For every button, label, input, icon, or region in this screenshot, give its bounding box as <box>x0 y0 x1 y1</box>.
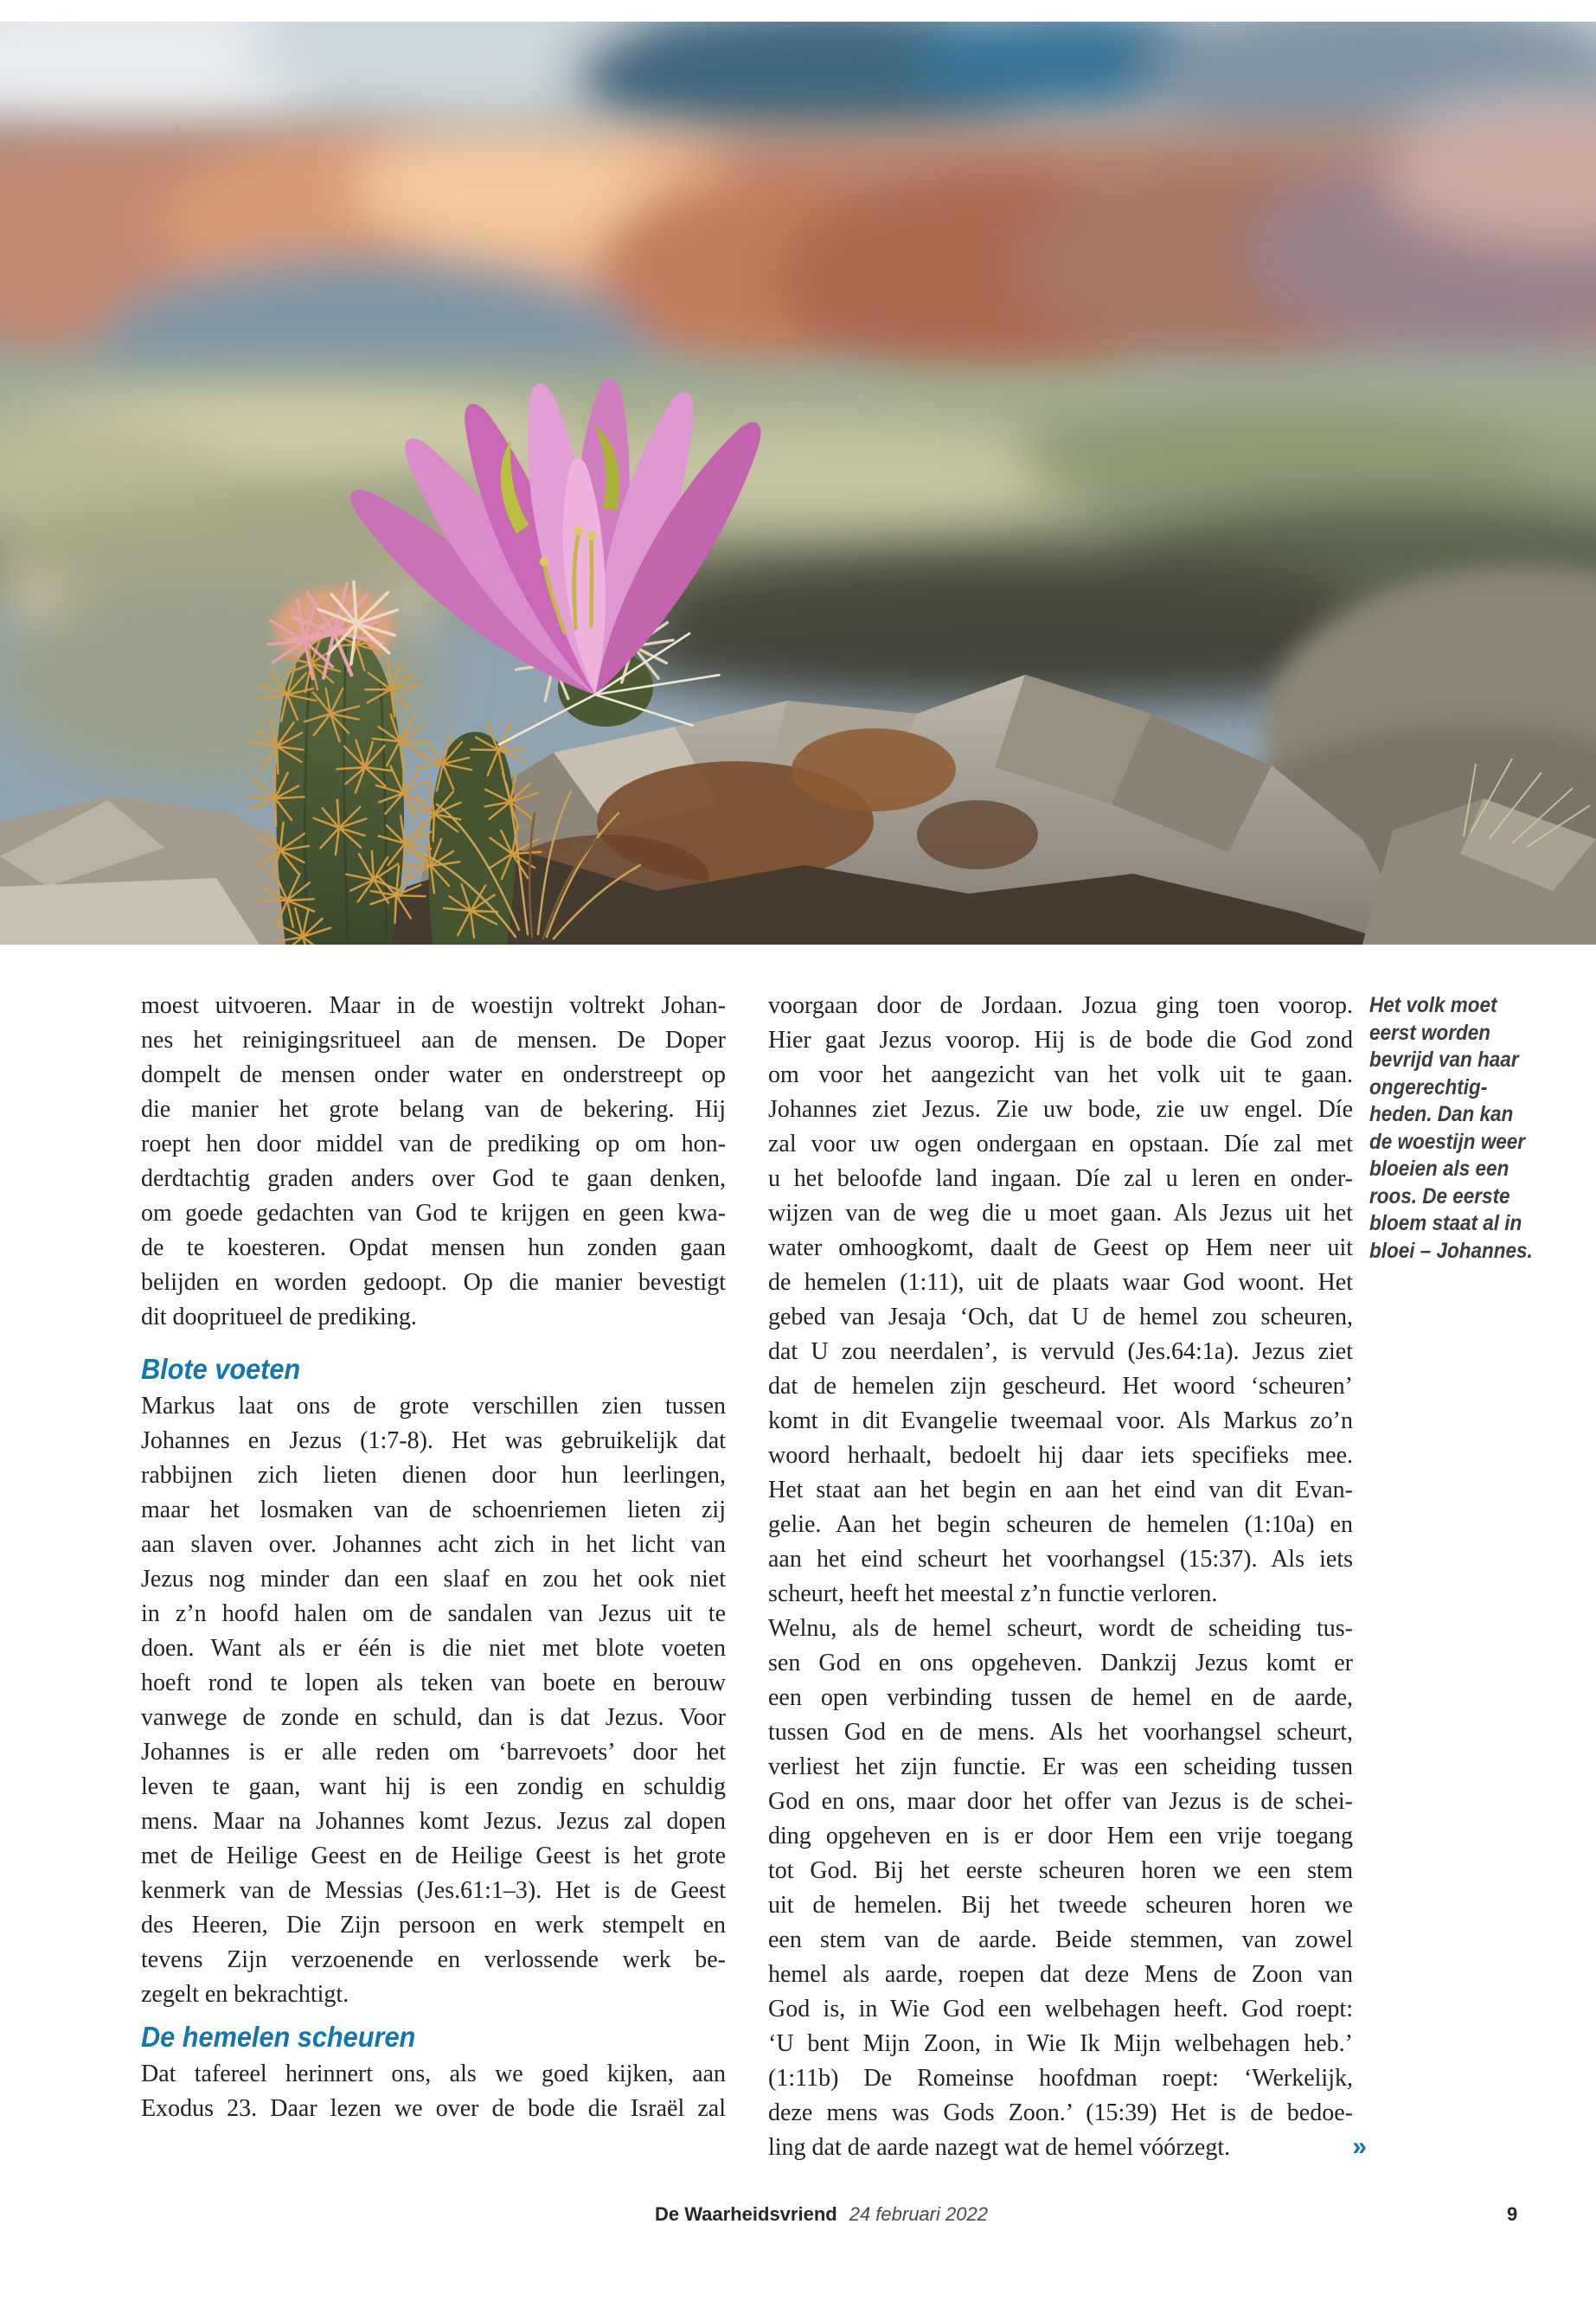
text-line: gebed van Jesaja ‘Och, dat U de hemel zou scheuren, <box>768 1304 1353 1330</box>
section-heading-blote-voeten: Blote voeten <box>141 1353 301 1385</box>
text-line: komt in dit Evangelie tweemaal voor. Als Markus zo’n <box>768 1407 1353 1434</box>
text-line: Markus laat ons de grote verschillen zien tussen <box>141 1393 726 1420</box>
text-line: Dat tafereel herinnert ons, als we goed kijken, aan <box>141 2061 726 2087</box>
text-line: tot God. Bij het eerste scheuren horen we een stem <box>768 1857 1353 1884</box>
text-line: leven te gaan, want hij is een zondig en schuldig <box>141 1773 726 1800</box>
text-line: water omhoogkomt, daalt de Geest op Hem neer uit <box>768 1234 1353 1261</box>
page-number: 9 <box>1507 2203 1518 2225</box>
text-line: uit de hemelen. Bij het tweede scheuren horen we <box>768 1892 1353 1919</box>
text-line: u het beloofde land ingaan. Díe zal u leren en onder- <box>768 1165 1353 1192</box>
text-line: bloei – Johannes. <box>1369 1238 1533 1263</box>
magazine-name: De Waarheidsvriend <box>655 2203 837 2225</box>
text-line: bloem staat al in <box>1369 1211 1522 1235</box>
text-line: kenmerk van de Messias (Jes.61:1–3). Het is de Geest <box>141 1877 726 1904</box>
text-line: ding opgeheven en is er door Hem een vrije toegang <box>768 1823 1353 1849</box>
text-line: een open verbinding tussen de hemel en de aarde, <box>768 1684 1353 1711</box>
text-line: nes het reinigingsritueel aan de mensen. De Doper <box>141 1027 726 1054</box>
text-line: deze mens was Gods Zoon.’ (15:39) Het is de bedoe- <box>768 2099 1353 2126</box>
text-line: Jezus nog minder dan een slaaf en zou het ook niet <box>141 1566 726 1593</box>
text-line: Exodus 23. Daar lezen we over de bode die Israël zal <box>141 2095 726 2122</box>
text-line: scheurt, heeft het meestal z’n functie verloren. <box>768 1580 1218 1607</box>
text-line: God en ons, maar door het offer van Jezus is de schei- <box>768 1788 1353 1815</box>
text-line: de hemelen (1:11), uit de plaats waar God woont. Het <box>768 1269 1353 1296</box>
text-line: in z’n hoofd halen om de sandalen van Jezus uit te <box>141 1600 726 1627</box>
text-line: die manier het grote belang van de bekering. Hij <box>141 1096 726 1123</box>
text-line: roept hen door middel van de prediking op om hon- <box>141 1131 726 1157</box>
text-line: aan slaven over. Johannes acht zich in het licht van <box>141 1531 726 1558</box>
text-line: doen. Want als er één is die niet met blote voeten <box>141 1635 726 1662</box>
text-line: maar het losmaken van de schoenriemen lieten zij <box>141 1497 726 1523</box>
middle-column-paragraph-1 <box>768 989 1353 1612</box>
text-line: wijzen van de weg die u moet gaan. Als Jezus uit het <box>768 1200 1353 1227</box>
text-line: een stem van de aarde. Beide stemmen, van zowel <box>768 1926 1353 1953</box>
text-line: woord herhaalt, bedoelt hij daar iets specifieks mee. <box>768 1442 1353 1469</box>
text-line: verliest het zijn functie. Er was een scheiding tussen <box>768 1753 1353 1780</box>
left-column-section-1-paragraph <box>141 1389 726 2012</box>
text-line: de te koesteren. Opdat mensen hun zonden gaan <box>141 1234 726 1261</box>
text-line: Johannes en Jezus (1:7-8). Het was gebruikelijk dat <box>141 1427 726 1454</box>
hero-photo <box>0 22 1596 945</box>
text-line: aan het eind scheurt het voorhangsel (15:37). Als iets <box>768 1546 1353 1573</box>
text-line: God is, in Wie God een welbehagen heeft. God roept: <box>768 1996 1353 2022</box>
text-line: om goede gedachten van God te krijgen en geen kwa- <box>141 1200 726 1227</box>
issue-date: 24 februari 2022 <box>849 2203 988 2225</box>
text-line: sen God en ons opgeheven. Dankzij Jezus komt er <box>768 1650 1353 1676</box>
text-line: dat de hemelen zijn gescheurd. Het woord ‘scheuren’ <box>768 1373 1353 1400</box>
text-line: vanwege de zonde en schuld, dan is dat Jezus. Voor <box>141 1704 726 1731</box>
text-line: gelie. Aan het begin scheuren de hemelen (1:10a) en <box>768 1511 1353 1538</box>
text-line: met de Heilige Geest en de Heilige Geest is het grote <box>141 1843 726 1869</box>
text-line: Hier gaat Jezus voorop. Hij is de bode die God zond <box>768 1027 1353 1054</box>
text-line: de woestijn weer <box>1369 1129 1526 1154</box>
section-heading-de-hemelen-scheuren: De hemelen scheuren <box>141 2021 416 2053</box>
text-line: dompelt de mensen onder water en onderstreept op <box>141 1061 726 1088</box>
text-line: Johannes is er alle reden om ‘barrevoets’ door het <box>141 1739 726 1766</box>
text-line: zal voor uw ogen ondergaan en opstaan. Díe zal met <box>768 1131 1353 1157</box>
text-line: Welnu, als de hemel scheurt, wordt de scheiding tus- <box>768 1615 1353 1642</box>
text-line: dit doopritueel de prediking. <box>141 1304 417 1330</box>
hero-photo-illustration <box>0 22 1596 945</box>
continuation-mark: » <box>1352 2132 1367 2161</box>
text-line: voorgaan door de Jordaan. Jozua ging toen voorop. <box>768 992 1353 1019</box>
footer <box>655 2203 988 2226</box>
left-column-section-2-paragraph <box>141 2057 726 2126</box>
text-line: dat U zou neerdalen’, is vervuld (Jes.64:1a). Jezus ziet <box>768 1338 1353 1365</box>
text-line: (1:11b) De Romeinse hoofdman roept: ‘Werkelijk, <box>768 2065 1353 2092</box>
middle-column-paragraph-2 <box>768 1612 1367 2165</box>
text-line: om voor het aangezicht van het volk uit te gaan. <box>768 1061 1353 1088</box>
text-line: des Heeren, Die Zijn persoon en werk stempelt en <box>141 1912 726 1939</box>
text-line: derdtachtig graden anders over God te gaan denken, <box>141 1165 726 1192</box>
text-line: roos. De eerste <box>1369 1183 1510 1208</box>
text-line: heden. Dan kan <box>1369 1102 1514 1126</box>
text-line: tussen God en de mens. Als het voorhangsel scheurt, <box>768 1719 1353 1746</box>
text-line: eerst worden <box>1369 1020 1491 1045</box>
text-line: moest uitvoeren. Maar in de woestijn voltrekt Johan- <box>141 992 726 1019</box>
text-line: rabbijnen zich lieten dienen door hun leerlingen, <box>141 1462 726 1489</box>
text-line: tevens Zijn verzoenende en verlossende werk be- <box>141 1946 726 1973</box>
text-line: Het staat aan het begin en aan het eind van dit Evan- <box>768 1477 1353 1503</box>
text-line: hoeft rond te lopen als teken van boete en berouw <box>141 1670 726 1696</box>
text-line: ‘U bent Mijn Zoon, in Wie Ik Mijn welbehagen heb.’ <box>768 2030 1353 2057</box>
text-line: ling dat de aarde nazegt wat de hemel vóórzegt. <box>768 2134 1231 2161</box>
text-line: hemel als aarde, roepen dat deze Mens de Zoon van <box>768 1961 1353 1988</box>
text-line: bevrijd van haar <box>1369 1048 1519 1072</box>
text-line: zegelt en bekrachtigt. <box>141 1981 349 2008</box>
text-line: mens. Maar na Johannes komt Jezus. Jezus zal dopen <box>141 1808 726 1835</box>
text-line: bloeien als een <box>1369 1157 1509 1181</box>
text-line: Johannes ziet Jezus. Zie uw bode, zie uw engel. Díe <box>768 1096 1353 1123</box>
text-line: Het volk moet <box>1369 993 1497 1017</box>
text-line: ongerechtig- <box>1369 1074 1488 1099</box>
left-column-intro-paragraph <box>141 989 726 1335</box>
pull-quote <box>1369 992 1548 1265</box>
text-line: belijden en worden gedoopt. Op die manier bevestigt <box>141 1269 726 1296</box>
